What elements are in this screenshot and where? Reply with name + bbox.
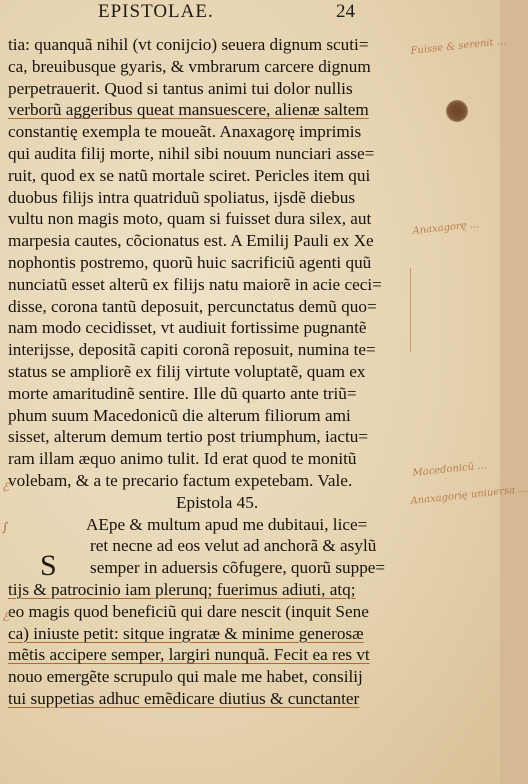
margin-mark: ℰ	[2, 610, 10, 624]
text-line: vultu non magis moto, quam si fuisset dura silex, aut	[8, 209, 372, 229]
text-line: tia: quanquã nihil (vt conijcio) seuera dignum scuti=	[8, 35, 369, 54]
text-line: ca, breuibusque gyaris, & vmbrarum carcere dignum	[8, 56, 371, 76]
text-line: sisset, alterum demum tertio post triumphum, iactu=	[8, 427, 369, 447]
text-line: AEpe & multum apud me dubitaui, lice=	[86, 514, 368, 534]
margin-note: Anaxagorę ...	[412, 218, 480, 237]
text-line: ret necne ad eos velut ad anchorã & asylũ	[90, 536, 377, 556]
text-line: ruit, quod ex se natũ mortale sciret. Pericles item qui	[8, 165, 371, 185]
text-line: interijsse, depositã capiti coronã reposuit, numina te=	[8, 340, 376, 360]
text-line: status se ampliorẽ ex filij virtute voluptatẽ, quam ex	[8, 361, 366, 381]
ink-stain	[446, 100, 468, 122]
text-line: duobus filijs intra quatriduũ spoliatus, ijsdẽ diebus	[8, 187, 356, 207]
text-line: marpesia cautes, cõcionatus est. A Emilij Pauli ex Xe	[8, 231, 374, 251]
text-line: ram illam æquo animo tulit. Id erat quod te monitũ	[8, 449, 357, 469]
text-line: tui suppetias adhuc emẽdicare diutius & cunctanter	[8, 688, 360, 708]
text-line: nouo emergẽte scrupulo qui male me habet, consilij	[8, 667, 363, 687]
margin-note: Macedonicũ ...	[412, 460, 488, 479]
text-line: disse, corona tantũ deposuit, percunctatus demũ quo=	[8, 296, 377, 316]
margin-bracket	[410, 268, 419, 352]
page-header	[0, 0, 500, 22]
drop-cap: S	[40, 549, 57, 582]
letter-body	[8, 34, 406, 710]
text-line: qui audita filij morte, nihil sibi nouum nunciari asse=	[8, 143, 375, 163]
epistle-heading: Epistola 45.	[176, 492, 259, 512]
text-line: ca) iniuste petit: sitque ingratæ & minime generosæ	[8, 623, 364, 643]
text-line: nophontis postremo, quorũ huic sacrificiũ agenti quũ	[8, 252, 372, 272]
margin-mark: ℰ	[2, 480, 10, 494]
text-line: mẽtis accipere semper, largiri nunquã. Fecit ea res vt	[8, 645, 370, 665]
text-line: eo magis quod beneficiũ qui dare nescit (inquit Sene	[8, 601, 369, 621]
margin-mark: ∫	[2, 520, 9, 534]
page-number: 24	[336, 1, 355, 22]
margin-note: Fuisse & serenit ...	[410, 35, 507, 57]
text-line: perpetrauerit. Quod si tantus animi tui dolor nullis	[8, 78, 353, 98]
text-line: nam modo cecidisset, vt audiuit fortissime pugnantẽ	[8, 318, 367, 338]
text-line: verborũ aggeribus queat mansuescere, alienæ saltem	[8, 100, 369, 120]
text-line: morte amaritudinẽ sentire. Ille dũ quarto ante triũ=	[8, 383, 357, 403]
text-line: constantię exempla te moueãt. Anaxagorę imprimis	[8, 122, 362, 142]
margin-note: Anaxagorię uniuersa ...	[410, 483, 528, 507]
running-title: EPISTOLAE.	[98, 1, 214, 22]
text-line: phum suum Macedonicũ die alterum filiorum ami	[8, 405, 351, 425]
text-line: tijs & patrocinio iam plerunq; fuerimus adiuti, atq;	[8, 579, 356, 599]
text-line: semper in aduersis cõfugere, quorũ suppe=	[90, 558, 386, 578]
text-line: nunciatũ esset alterũ ex filijs natu maiorẽ in acie ceci=	[8, 274, 382, 294]
text-line: volebam, & a te precario factum expetebam. Vale.	[8, 470, 353, 490]
